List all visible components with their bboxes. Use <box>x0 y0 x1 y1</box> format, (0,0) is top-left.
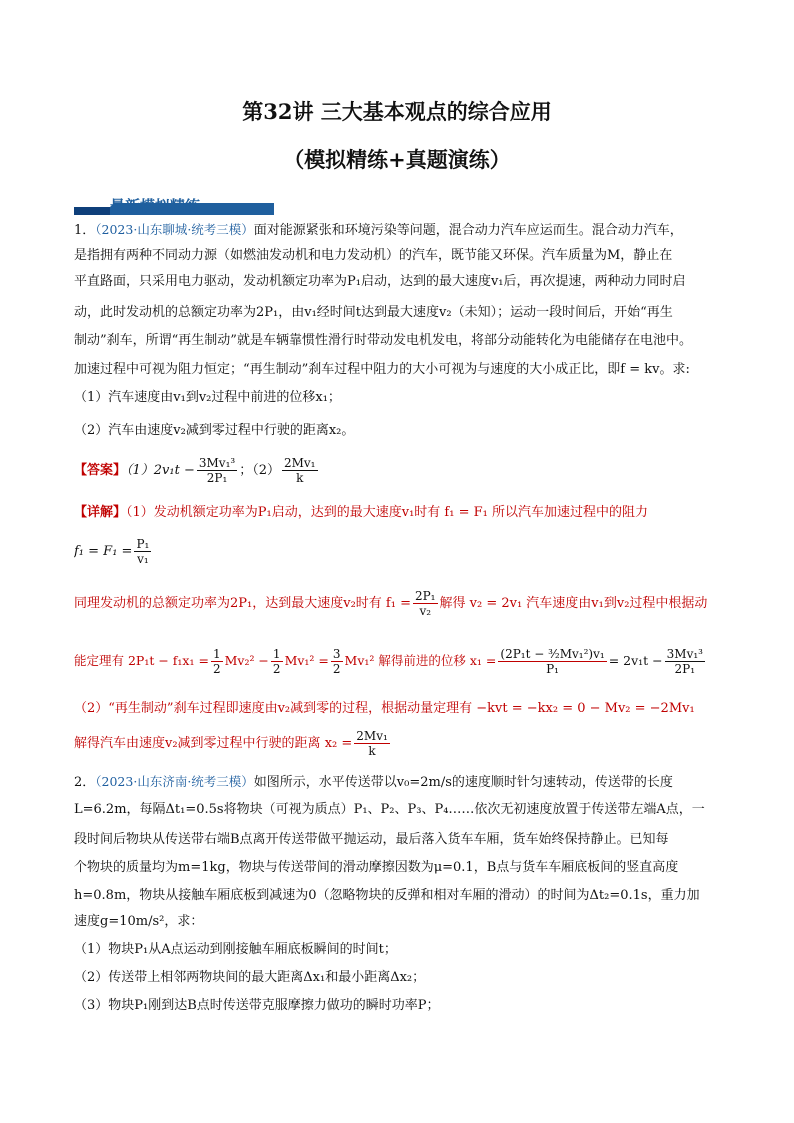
page-subtitle: （模拟精练+真题演练） <box>283 147 511 172</box>
detail-text-4b: Mv₂² − <box>224 653 269 668</box>
frac-den: 2 <box>212 662 221 676</box>
q2-number: 2． <box>74 775 96 790</box>
q2-part-3: （3）物块P₁刚到达B点时传送带克服摩擦力做功的瞬时功率P； <box>74 998 440 1013</box>
frac-den: k <box>368 744 376 758</box>
q2-line-2: L=6.2m，每隔Δt₁=0.5s将物块（可视为质点）P₁、P₂、P₃、P₄……依次无初速度放置于传送带左端A点，一 <box>74 802 705 817</box>
detail-text-3b: 解得 v₂ = 2v₁ 汽车速度由v₁到v₂过程中根据动 <box>439 596 708 611</box>
q1-line-1 <box>74 221 726 240</box>
q2-part-2: （2）传送带上相邻两物块间的最大距离Δx₁和最小距离Δx₂； <box>74 970 426 985</box>
frac-den: 2P₁ <box>206 471 228 485</box>
q1-text: 面对能源紧张和环境污染等问题，混合动力汽车应运而生。混合动力汽车， <box>253 223 683 238</box>
frac-den: 2 <box>272 662 281 676</box>
q1-line-5: 制动”刹车，所谓“再生制动”就是车辆靠惯性滑行时带动发电机发电，将部分动能转化为电能储存在电池中。 <box>74 333 692 348</box>
half-fraction-b <box>271 647 283 676</box>
frac-num: 1 <box>272 647 281 661</box>
detail-text-1: （1）发动机额定功率为P₁启动，达到的最大速度v₁时有 f₁ = F₁ 所以汽车加速过程中的阻力 <box>126 505 648 520</box>
detail-tag: 【详解】 <box>74 505 127 520</box>
q2-line-6: 速度g=10m/s²，求： <box>74 914 204 929</box>
answer-tag: 【答案】 <box>74 463 127 478</box>
q1-line-6: 加速过程中可视为阻力恒定；“再生制动”刹车过程中阻力的大小可视为与速度的大小成正比，即f = kv。求: <box>74 362 690 377</box>
page-title: 第32讲 三大基本观点的综合应用 <box>242 99 552 124</box>
frac-den: v₂ <box>419 604 432 618</box>
detail-text-4d: Mv₁² 解得前进的位移 x₁ = <box>344 653 497 668</box>
detail-formula-2: f₁ = F₁ = <box>74 544 133 559</box>
q1-line-2: 是指拥有两种不同动力源（如燃油发动机和电力发动机）的汽车，既节能又环保。汽车质量为M，静止在 <box>74 248 673 263</box>
frac-num: 2Mv₁ <box>356 729 388 743</box>
q1-line-4: 动，此时发动机的总额定功率为2P₁，由v₁经时间t达到最大速度v₂（未知）；运动一段时间后，开始“再生 <box>74 305 673 320</box>
frac-num: 1 <box>212 647 221 661</box>
result-fraction <box>665 647 705 676</box>
frac-num: (2P₁t − ³⁄₂Mv₁²)v₁ <box>500 647 605 661</box>
q1-part-2: （2）汽车由速度v₂减到零过程中行驶的距离x₂。 <box>74 423 355 438</box>
q2-line-4: 个物块的质量均为m=1kg，物块与传送带间的滑动摩擦因数为μ=0.1，B点与货车车厢底板间的竖直高度 <box>74 860 679 875</box>
q1-answer <box>74 454 726 488</box>
half-fraction-a <box>211 647 223 676</box>
q1-detail-3 <box>74 586 726 622</box>
q2-line-3: 段时间后物块从传送带右端B点离开传送带做平抛运动，最后落入货车车厢，货车始终保持静止。已知每 <box>74 832 669 847</box>
q1-line-3: 平直路面，只采用电力驱动，发动机额定功率为P₁启动，达到的最大速度v₁后，再次提速，两种动力同时启 <box>74 274 686 289</box>
frac-den: v₁ <box>137 552 149 566</box>
q2-text: 如图所示，水平传送带以v₀=2m/s的速度顺时针匀速转动，传送带的长度 <box>253 775 673 790</box>
frac-num: 3 <box>332 647 341 661</box>
answer-part-1: （1）2v₁t − <box>126 463 195 478</box>
answer-fraction-2 <box>282 456 318 485</box>
q2-line-1 <box>74 773 726 792</box>
frac-den: k <box>296 471 304 485</box>
frac-num: 2P₁ <box>414 589 436 603</box>
detail-fraction-3 <box>413 589 438 618</box>
section-label: 最新模拟精练 <box>110 197 201 215</box>
q1-part-1: （1）汽车速度由v₁到v₂过程中前进的位移x₁； <box>74 390 341 405</box>
displacement-fraction <box>498 647 606 676</box>
frac-num: 3Mv₁³ <box>666 647 703 661</box>
q1-source: （2023·山东聊城·统考三模） <box>95 222 254 237</box>
three-half-fraction <box>331 647 343 676</box>
q2-line-5: h=0.8m，物块从接触车厢底板到减速为0（忽略物块的反弹和相对车厢的滑动）的时间为Δt₂=0.1s，重力加 <box>74 888 700 903</box>
q1-number: 1． <box>74 223 96 238</box>
frac-num: 2Mv₁ <box>283 456 316 470</box>
detail-text-4e: = 2v₁t − <box>608 653 663 668</box>
detail-fraction-2 <box>134 537 151 566</box>
q1-detail-2 <box>74 533 726 571</box>
q2-source: （2023·山东济南·统考三模） <box>95 774 254 789</box>
detail-text-6: 解得汽车由速度v₂减到零过程中行驶的距离 x₂ = <box>74 736 353 751</box>
detail-text-4a: 能定理有 2P₁t − f₁x₁ = <box>74 653 209 668</box>
answer-sep: ；（2） <box>239 463 280 478</box>
frac-den: 2P₁ <box>674 662 696 676</box>
q1-detail-4 <box>74 638 726 684</box>
section-banner <box>74 193 274 219</box>
q1-detail-6 <box>74 727 726 761</box>
frac-den: 2 <box>332 662 341 676</box>
frac-num: P₁ <box>136 537 150 551</box>
distance-fraction <box>354 729 390 758</box>
q1-detail-1 <box>74 504 726 522</box>
frac-den: P₁ <box>546 662 559 676</box>
frac-num: 3Mv₁³ <box>198 456 236 470</box>
q2-part-1: （1）物块P₁从A点运动到刚接触车厢底板瞬间的时间t； <box>74 942 397 957</box>
q1-detail-5: （2）“再生制动”刹车过程即速度由v₂减到零的过程，根据动量定理有 −kvt = −kx₂ = 0 − Mv₂ = −2Mv₁ <box>74 701 695 716</box>
detail-text-4c: Mv₁² = <box>284 653 329 668</box>
detail-text-3a: 同理发动机的总额定功率为2P₁，达到最大速度v₂时有 f₁ = <box>74 596 411 611</box>
answer-fraction-1 <box>197 456 237 485</box>
